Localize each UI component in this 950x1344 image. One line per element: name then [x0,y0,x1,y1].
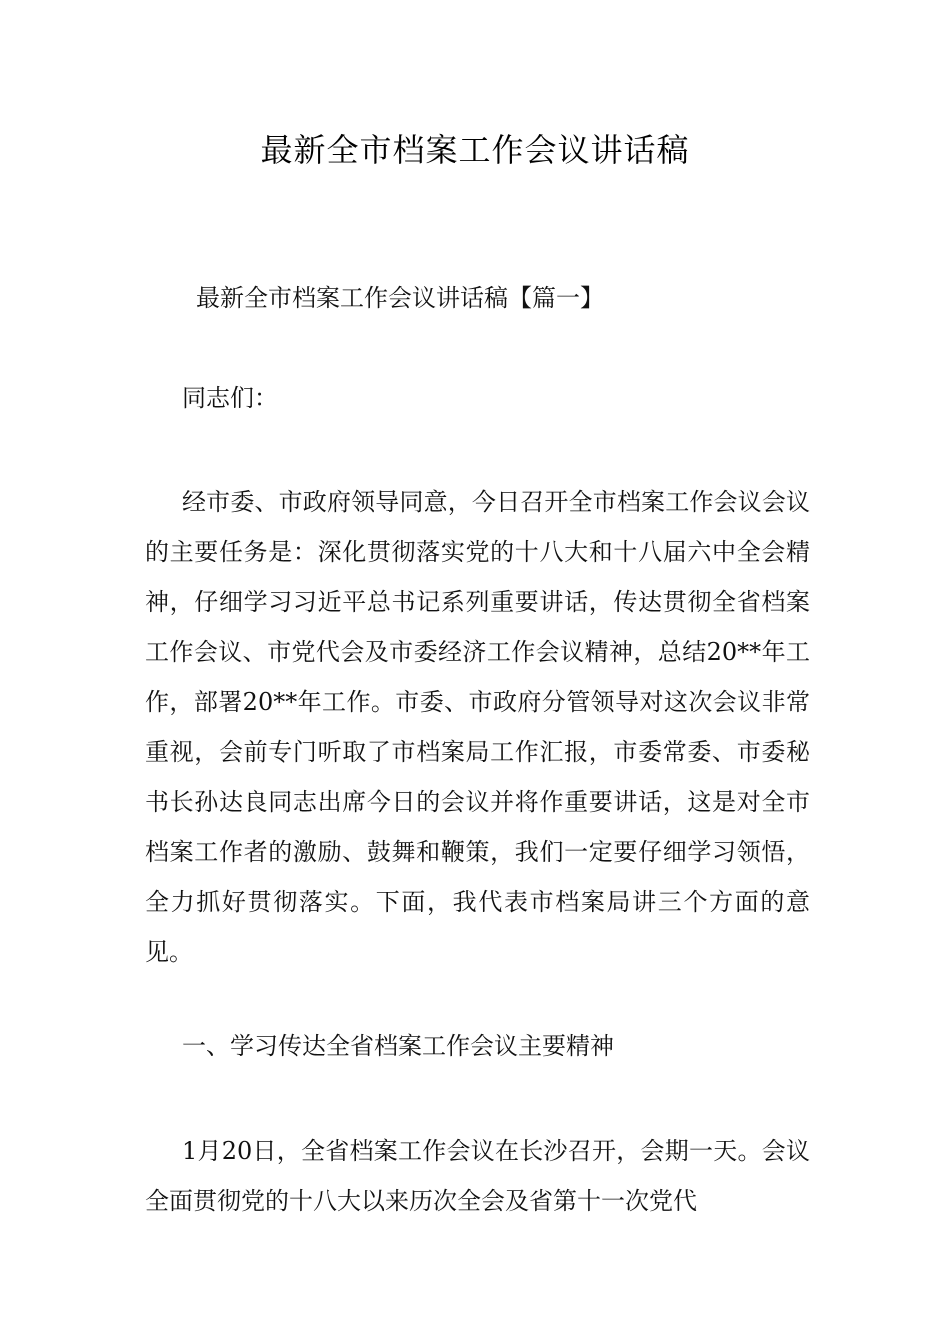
document-subtitle: 最新全市档案工作会议讲话稿【篇一】 [196,284,604,312]
section-heading-1: 一、学习传达全省档案工作会议主要精神 [182,1032,614,1060]
paragraph-section-1: 1月20日，全省档案工作会议在长沙召开，会期一天。会议全面贯彻党的十八大以来历次全会及省第十一次党代 [145,1137,810,1215]
greeting: 同志们： [182,384,278,412]
document-title: 最新全市档案工作会议讲话稿 [260,131,690,169]
paragraph-intro: 经市委、市政府领导同意，今日召开全市档案工作会议会议的主要任务是：深化贯彻落实党的十八大和十八届六中全会精神，仔细学习习近平总书记系列重要讲话，传达贯彻全省档案工作会议、市党代会及市委经济工作会议精神，总结20**年工作，部署20**年工作。市委、市政府分管领导对这次会议非常重视，会前专门听取了市档案局工作汇报，市委常委、市委秘书长孙达良同志出席今日的会议并将作重要讲话，这是对全市档案工作者的激励、鼓舞和鞭策，我们一定要仔细学习领悟，全力抓好贯彻落实。下面，我代表市档案局讲三个方面的意见。 [145,488,810,966]
